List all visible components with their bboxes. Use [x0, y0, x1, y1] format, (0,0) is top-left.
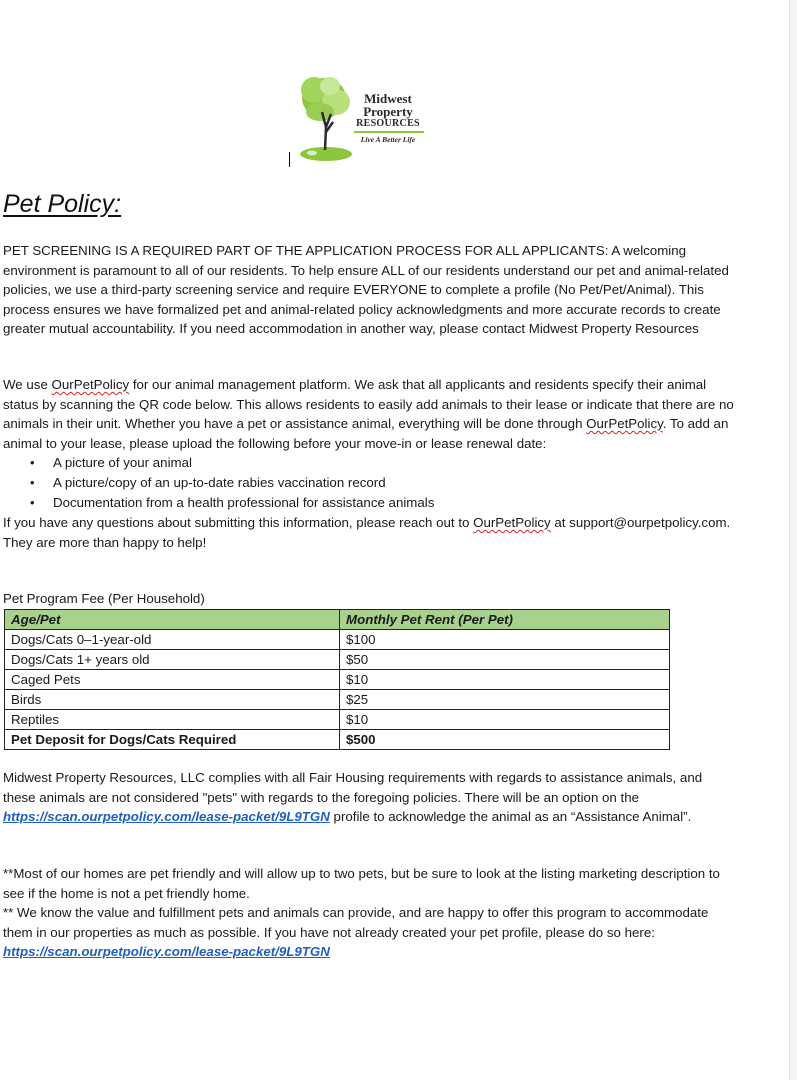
notes-section — [3, 864, 738, 962]
logo-divider — [354, 131, 424, 133]
pet-cell: Pet Deposit for Dogs/Cats Required — [5, 730, 340, 750]
logo-line-2: Property — [363, 104, 413, 119]
note-pet-profile — [3, 903, 738, 962]
list-item: • A picture of your animal — [53, 453, 738, 473]
brand-name: OurPetPolicy — [586, 416, 663, 431]
platform-text-2: for our animal management platform. We ask that all applicants and residents specify their animal status by scanning the QR code below. This allows residents to easily add animals to their lease or indicate that there are no animals in their unit. Whether you have a pet or assistance animal, everything will be done through — [3, 377, 734, 431]
page-title: Pet Policy: — [3, 190, 122, 218]
pet-cell: Birds — [5, 690, 340, 710]
platform-text-1: We use — [3, 377, 52, 392]
deposit-row — [5, 730, 670, 750]
list-item: • Documentation from a health professional for assistance animals — [53, 493, 738, 513]
pet-cell: Caged Pets — [5, 670, 340, 690]
rent-cell: $100 — [340, 630, 670, 650]
fair-housing-text-1: Midwest Property Resources, LLC complies with all Fair Housing requirements with regards to assistance animals, and these animals are not considered "pets" with regards to the foregoing policies. There will be an option on the — [3, 770, 703, 805]
pet-cell: Dogs/Cats 1+ years old — [5, 650, 340, 670]
table-row — [5, 650, 670, 670]
fee-table-caption: Pet Program Fee (Per Household) — [3, 591, 205, 606]
pet-cell: Reptiles — [5, 710, 340, 730]
brand-name: OurPetPolicy — [51, 377, 130, 392]
table-row — [5, 710, 670, 730]
table-row — [5, 690, 670, 710]
table-row — [5, 630, 670, 650]
rent-cell: $50 — [340, 650, 670, 670]
column-header-rent: Monthly Pet Rent (Per Pet) — [340, 610, 670, 630]
rent-cell: $10 — [340, 710, 670, 730]
fair-housing-text-2: profile to acknowledge the animal as an “Assistance Animal”. — [329, 809, 692, 824]
table-header-row — [5, 610, 670, 630]
company-logo — [298, 72, 428, 162]
rent-cell: $25 — [340, 690, 670, 710]
contact-text-2: at support@ourpetpolicy.com. They are more than happy to help! — [3, 515, 731, 550]
requirements-list — [3, 453, 738, 513]
note-text: ** We know the value and fulfillment pets and animals can provide, and are happy to offer this program to accommodate them in our properties as much as possible. If you have not already created your pet profile, please do so here: — [3, 905, 709, 940]
list-item: • A picture/copy of an up-to-date rabies vaccination record — [53, 473, 738, 493]
pet-fee-table — [4, 609, 670, 750]
logo-line-1: Midwest — [364, 91, 412, 106]
platform-text-3: . To add an animal to your lease, please upload the following before your move-in or lease renewal date: — [3, 416, 729, 451]
contact-text-1: If you have any questions about submitting this information, please reach out to — [3, 515, 474, 530]
logo-tagline: Live A Better Life — [360, 135, 416, 144]
brand-name: OurPetPolicy — [473, 515, 551, 530]
pet-cell: Dogs/Cats 0–1-year-old — [5, 630, 340, 650]
table-row — [5, 670, 670, 690]
note-pet-friendly: **Most of our homes are pet friendly and will allow up to two pets, but be sure to look at the listing marketing description to see if the home is not a pet friendly home. — [3, 866, 720, 901]
fair-housing-paragraph — [3, 768, 738, 827]
column-header-pet: Age/Pet — [5, 610, 340, 630]
logo-wordmark — [348, 92, 428, 144]
page-edge — [789, 0, 797, 1080]
logo-line-3: RESOURCES — [356, 118, 420, 129]
rent-cell: $10 — [340, 670, 670, 690]
screening-paragraph: PET SCREENING IS A REQUIRED PART OF THE APPLICATION PROCESS FOR ALL APPLICANTS: A welcoming environment is paramount to all of our residents. To help ensure ALL of our residents understand our pet and animal-related policies, we use a third-party screening service and require EVERYONE to complete a profile (No Pet/Pet/Animal). This process ensures we have formalized pet and animal-related policy acknowledgments and more accurate records to create greater mutual accountability. If you need accommodation in another way, please contact Midwest Property Resources — [3, 243, 729, 336]
text-cursor — [289, 152, 290, 167]
pet-profile-link[interactable]: https://scan.ourpetpolicy.com/lease-packet/9L9TGN — [3, 809, 330, 824]
platform-paragraph — [3, 375, 738, 552]
rent-cell: $500 — [340, 730, 670, 750]
pet-profile-link[interactable]: https://scan.ourpetpolicy.com/lease-packet/9L9TGN — [3, 944, 330, 959]
